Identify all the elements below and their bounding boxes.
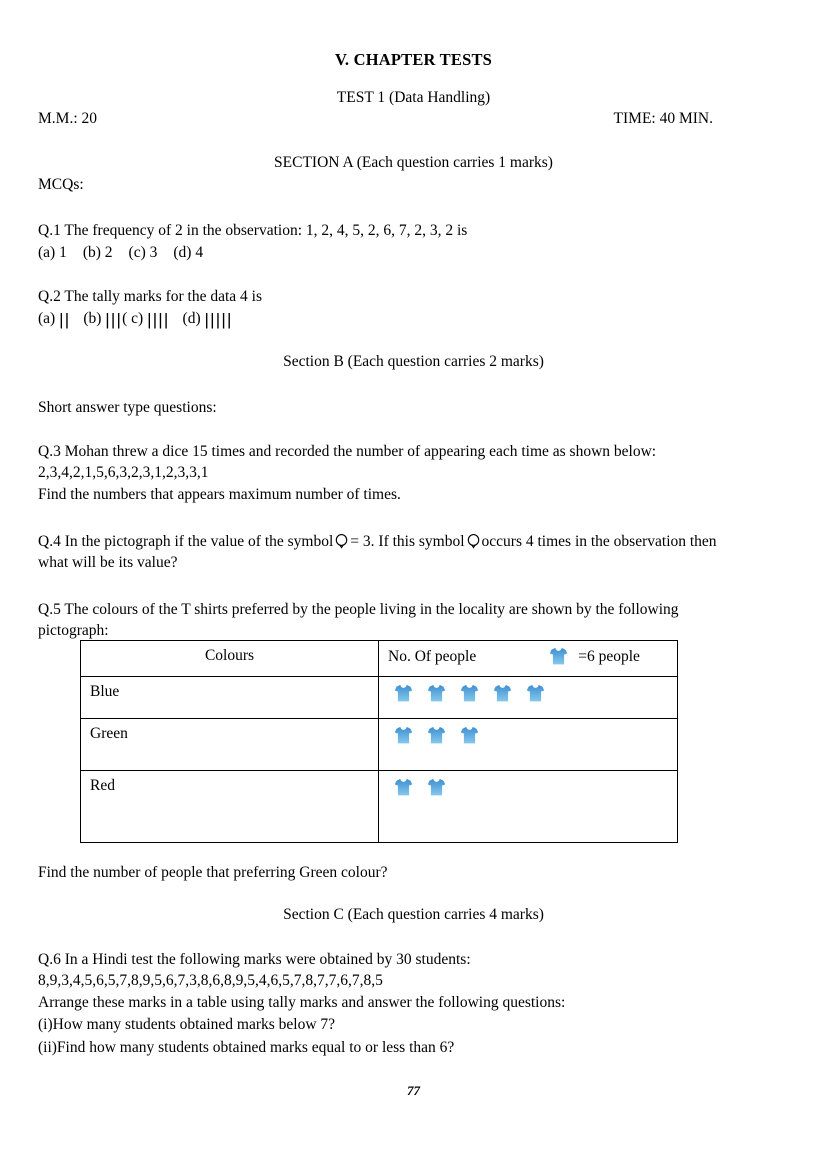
question-5-text bbox=[38, 599, 790, 641]
section-a-heading: SECTION A (Each question carries 1 marks) bbox=[274, 154, 553, 171]
question-5-line1: Q.5 The colours of the T shirts preferred by the people living in the locality are shown by the following bbox=[38, 601, 679, 618]
question-4-text-line2: what will be its value? bbox=[38, 554, 178, 571]
tshirt-icon bbox=[459, 725, 480, 746]
question-6-sub-i: (i)How many students obtained marks below 7? bbox=[38, 1016, 336, 1033]
q1-option-c: (c) 3 bbox=[128, 244, 158, 261]
tally-marks-icon: ||| bbox=[105, 310, 123, 329]
page-number: 77 bbox=[407, 1083, 420, 1098]
table-row bbox=[81, 677, 678, 719]
pictograph-table bbox=[80, 640, 678, 843]
time-allowed: TIME: 40 MIN. bbox=[613, 110, 713, 127]
question-3-prompt: Find the numbers that appears maximum number of times. bbox=[38, 486, 401, 503]
table-row bbox=[81, 771, 678, 843]
row-label-cell bbox=[81, 677, 379, 719]
section-b-heading: Section B (Each question carries 2 marks) bbox=[283, 353, 544, 370]
row-colour-label: Green bbox=[90, 725, 128, 742]
row-colour-label: Blue bbox=[90, 683, 120, 700]
tshirt-icon bbox=[426, 725, 447, 746]
question-1-text: Q.1 The frequency of 2 in the observation: 1, 2, 4, 5, 2, 6, 7, 2, 3, 2 is bbox=[38, 222, 468, 239]
question-3-text: Q.3 Mohan threw a dice 15 times and recorded the number of appearing each time as shown below: bbox=[38, 443, 657, 460]
row-label-cell bbox=[81, 719, 379, 771]
tshirt-icon bbox=[426, 777, 447, 798]
legend-text: =6 people bbox=[578, 647, 640, 665]
tshirt-icon-group bbox=[379, 677, 677, 704]
header-cell-people bbox=[379, 641, 678, 677]
q2-option-a: (a) || bbox=[38, 310, 71, 329]
tshirt-icon bbox=[459, 683, 480, 704]
section-c-heading: Section C (Each question carries 4 marks) bbox=[283, 906, 544, 923]
row-icons-cell bbox=[379, 677, 678, 719]
question-6-sub-ii: (ii)Find how many students obtained marks equal to or less than 6? bbox=[38, 1039, 455, 1056]
q2-option-d: (d) ||||| bbox=[182, 310, 233, 329]
question-5-prompt: Find the number of people that preferring Green colour? bbox=[38, 864, 388, 881]
question-2-text: Q.2 The tally marks for the data 4 is bbox=[38, 288, 262, 305]
row-icons-cell bbox=[379, 771, 678, 843]
tshirt-icon bbox=[492, 683, 513, 704]
tally-marks-icon: || bbox=[59, 310, 71, 329]
q2-option-b: (b) ||| bbox=[83, 310, 123, 329]
page-title: V. CHAPTER TESTS bbox=[334, 50, 493, 69]
tshirt-icon bbox=[393, 777, 414, 798]
short-answer-label: Short answer type questions: bbox=[38, 399, 217, 416]
tshirt-icon bbox=[393, 725, 414, 746]
column-header-colours: Colours bbox=[204, 647, 255, 664]
question-1-options bbox=[38, 242, 203, 263]
row-icons-cell bbox=[379, 719, 678, 771]
legend-tshirt-icon bbox=[548, 646, 569, 667]
q1-option-d: (d) 4 bbox=[173, 244, 204, 261]
tshirt-icon-group bbox=[379, 719, 677, 746]
question-4-text-part1: Q.4 In the pictograph if the value of the symbol bbox=[38, 533, 334, 550]
tshirt-icon bbox=[525, 683, 546, 704]
row-label-cell bbox=[81, 771, 379, 843]
question-2-options bbox=[38, 308, 233, 329]
row-colour-label: Red bbox=[90, 777, 115, 794]
q1-option-a: (a) 1 bbox=[38, 244, 67, 261]
max-marks: M.M.: 20 bbox=[38, 110, 97, 127]
question-6-text: Q.6 In a Hindi test the following marks were obtained by 30 students: bbox=[38, 951, 471, 968]
tshirt-icon bbox=[426, 683, 447, 704]
question-4 bbox=[38, 531, 790, 573]
table-header-row bbox=[81, 641, 678, 677]
question-4-text-part3: occurs 4 times in the observation then bbox=[481, 533, 717, 550]
table-row bbox=[81, 719, 678, 771]
tshirt-icon-group bbox=[379, 771, 677, 798]
header-cell-colours bbox=[81, 641, 379, 677]
question-3-data: 2,3,4,2,1,5,6,3,2,3,1,2,3,3,1 bbox=[38, 464, 209, 481]
test-subtitle: TEST 1 (Data Handling) bbox=[336, 89, 491, 106]
question-5-line2: pictograph: bbox=[38, 622, 109, 639]
question-6-data: 8,9,3,4,5,6,5,7,8,9,5,6,7,3,8,6,8,9,5,4,6,5,7,8,7,7,6,7,8,5 bbox=[38, 972, 383, 989]
q1-option-b: (b) 2 bbox=[82, 244, 113, 261]
balloon-pictograph-symbol-icon bbox=[467, 534, 480, 549]
mcqs-label: MCQs: bbox=[38, 176, 84, 193]
balloon-pictograph-symbol-icon bbox=[335, 534, 348, 549]
tshirt-icon bbox=[393, 683, 414, 704]
question-4-text-part2: = 3. If this symbol bbox=[350, 533, 465, 550]
tally-marks-icon: ||||| bbox=[204, 310, 233, 329]
question-6-prompt: Arrange these marks in a table using tally marks and answer the following questions: bbox=[38, 994, 566, 1011]
q2-option-c: ( c) |||| bbox=[122, 310, 170, 329]
tally-marks-icon: |||| bbox=[147, 310, 170, 329]
column-header-no-of-people: No. Of people bbox=[388, 647, 477, 665]
